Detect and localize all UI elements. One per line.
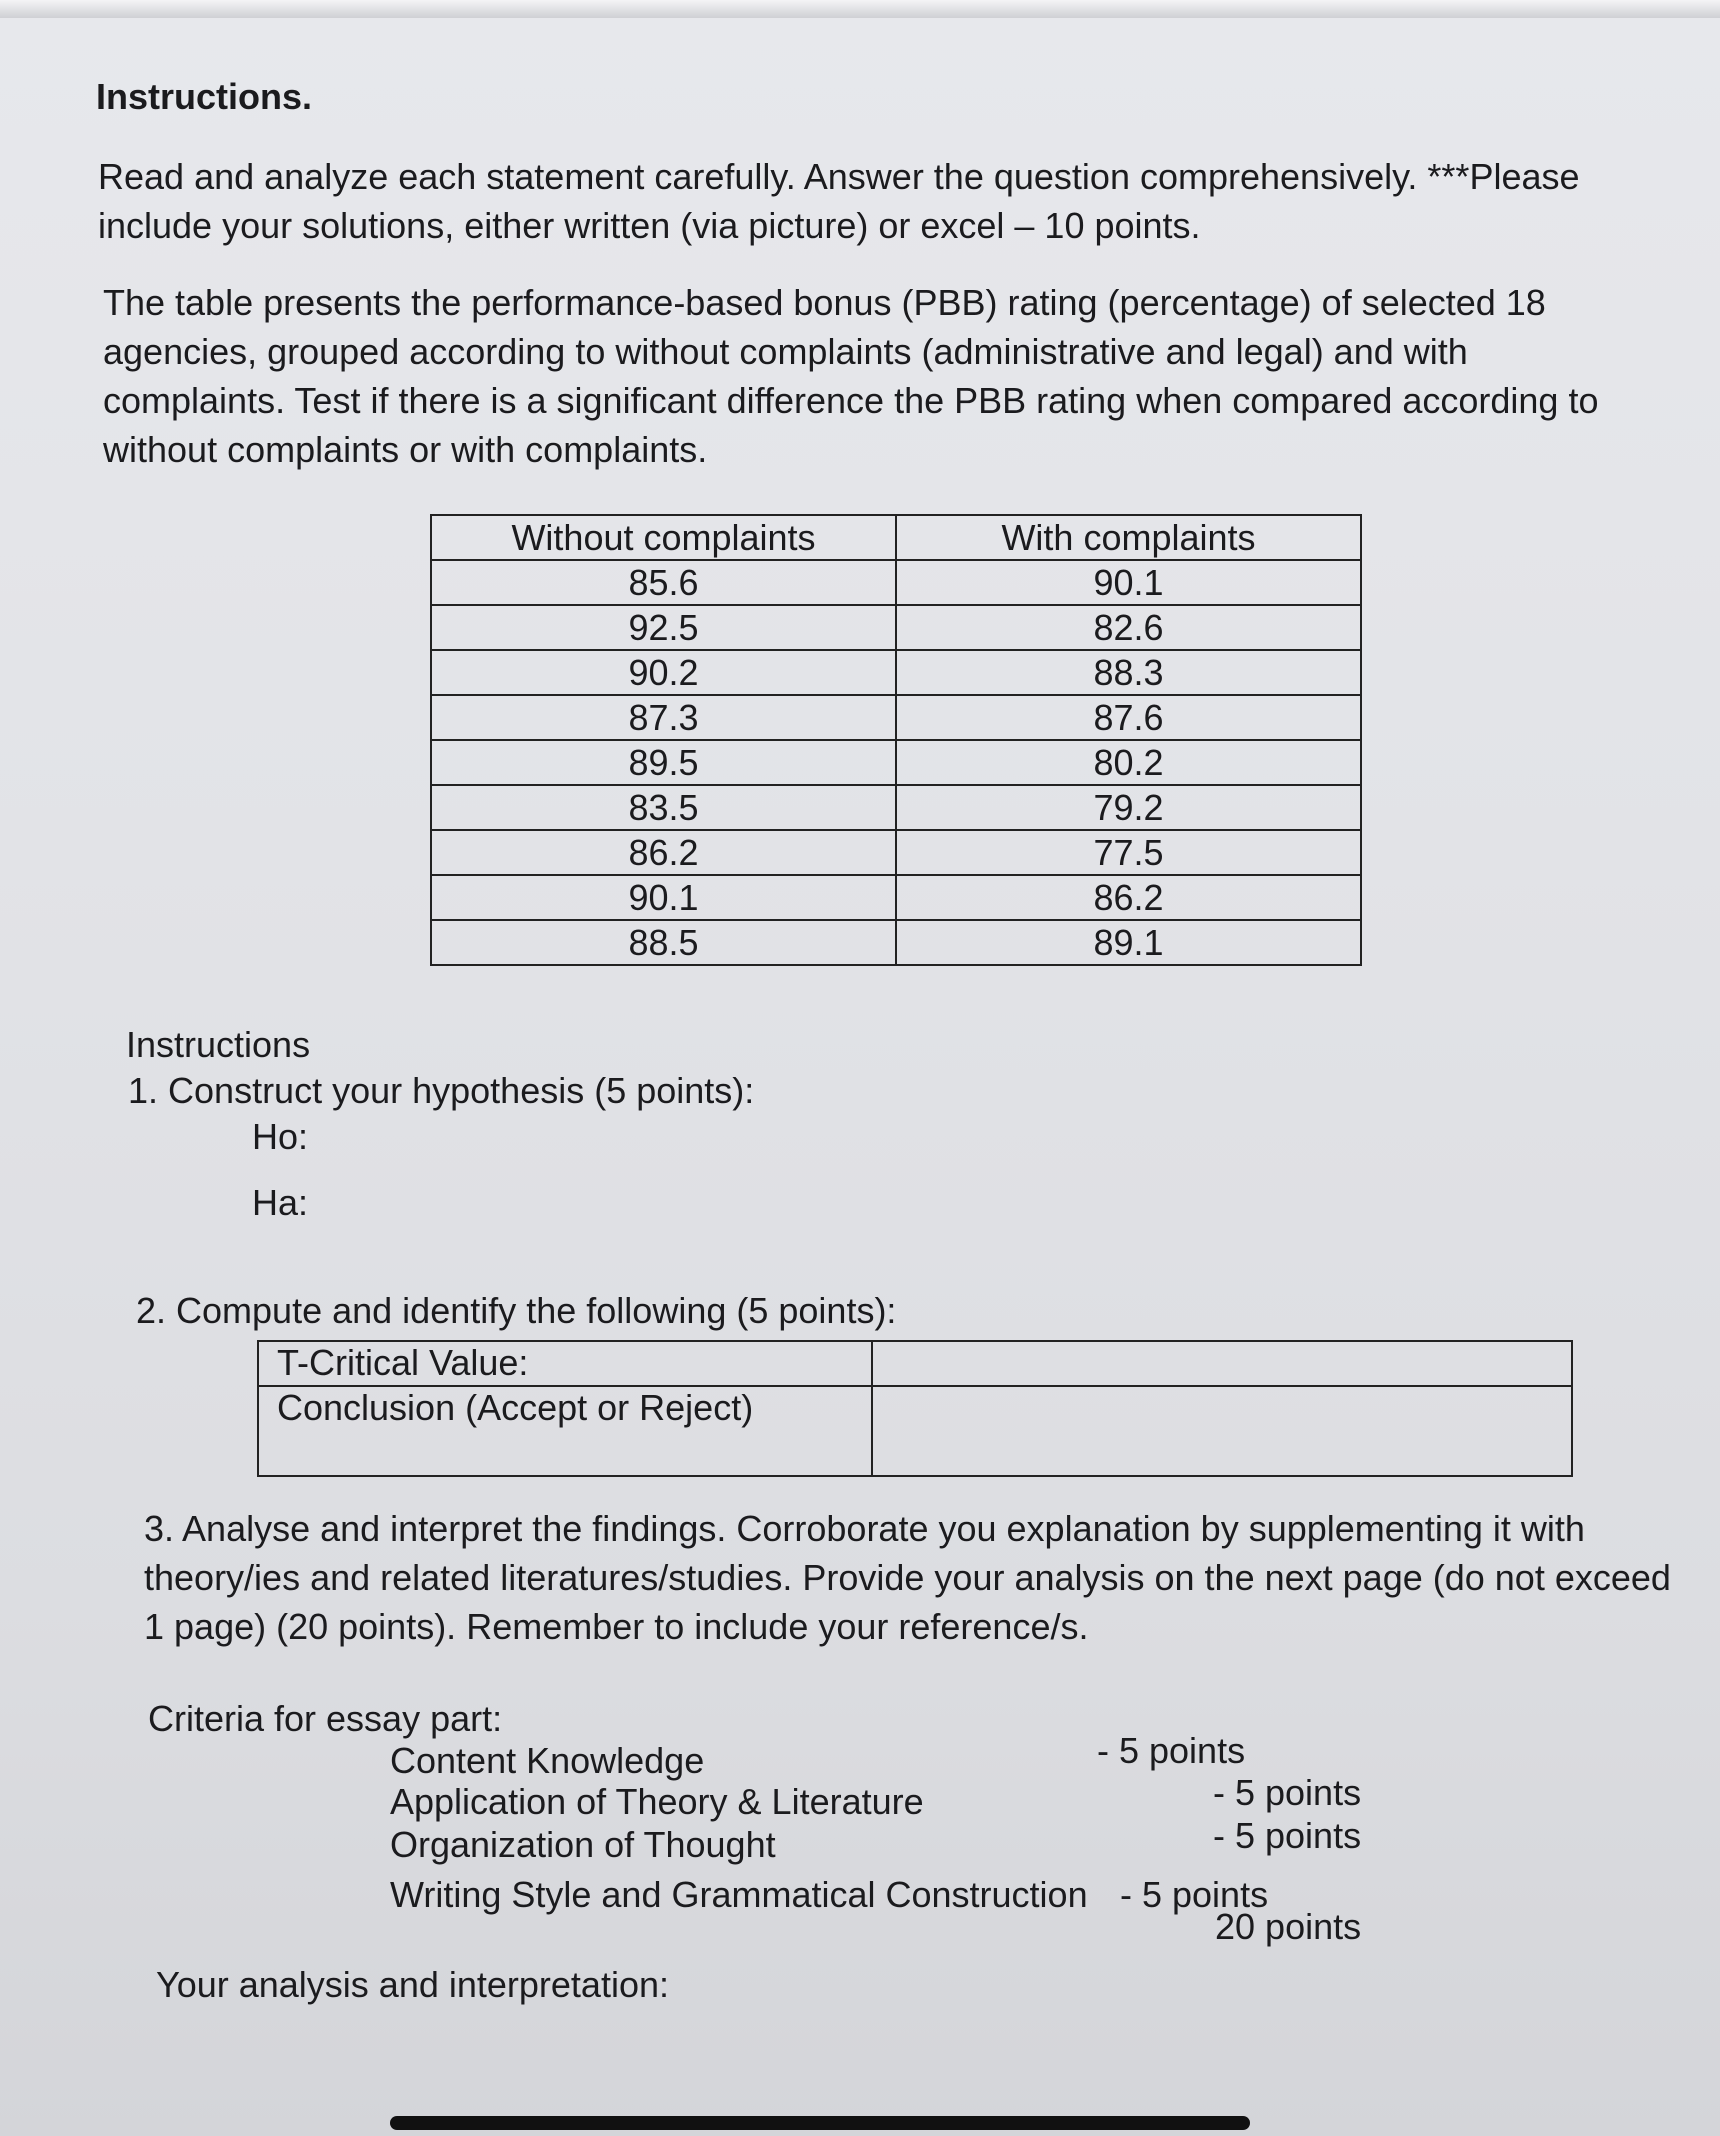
question-1: 1. Construct your hypothesis (5 points): <box>128 1070 755 1111</box>
intro-paragraph-1 <box>98 152 1580 250</box>
criteria-item-writing-style: Writing Style and Grammatical Construction <box>390 1874 1088 1915</box>
conclusion-label: Conclusion (Accept or Reject) <box>258 1386 872 1476</box>
criteria-points: - 5 points <box>1213 1815 1362 1856</box>
cell-with: 86.2 <box>896 875 1361 920</box>
question-3 <box>144 1504 1671 1651</box>
table-row <box>431 560 1361 605</box>
cell-with: 80.2 <box>896 740 1361 785</box>
table-row <box>431 830 1361 875</box>
table-row <box>431 785 1361 830</box>
intro-line: without complaints or with complaints. <box>103 429 708 470</box>
table-row <box>258 1341 1572 1386</box>
conclusion-answer-cell[interactable] <box>872 1386 1572 1476</box>
intro-line: agencies, grouped according to without complaints (administrative and legal) and with <box>103 331 1468 372</box>
cell-with: 82.6 <box>896 605 1361 650</box>
table-row <box>431 695 1361 740</box>
criteria-points: - 5 points <box>1120 1874 1269 1915</box>
cell-with: 87.6 <box>896 695 1361 740</box>
header-with-complaints: With complaints <box>896 515 1361 560</box>
criteria-points: - 5 points <box>1097 1730 1246 1771</box>
instructions-label: Instructions <box>126 1024 311 1065</box>
intro-line: include your solutions, either written (via picture) or excel – 10 points. <box>98 205 1201 246</box>
intro-line: Read and analyze each statement carefully. Answer the question comprehensively. ***Please <box>98 156 1580 197</box>
intro-paragraph-2 <box>103 278 1598 474</box>
cell-with: 77.5 <box>896 830 1361 875</box>
cell-with: 90.1 <box>896 560 1361 605</box>
cell-without: 90.2 <box>431 650 896 695</box>
cell-with: 79.2 <box>896 785 1361 830</box>
criteria-item-application: Application of Theory & Literature <box>390 1781 924 1822</box>
criteria-points: - 5 points <box>1213 1772 1362 1813</box>
t-critical-answer-cell[interactable] <box>872 1341 1572 1386</box>
table-row <box>431 740 1361 785</box>
cell-without: 89.5 <box>431 740 896 785</box>
null-hypothesis-label: Ho: <box>252 1116 309 1157</box>
cell-with: 88.3 <box>896 650 1361 695</box>
intro-line: complaints. Test if there is a significant difference the PBB rating when compared according to <box>103 380 1599 421</box>
table-row <box>431 920 1361 965</box>
table-row <box>431 605 1361 650</box>
compute-table <box>257 1340 1573 1477</box>
table-row <box>431 650 1361 695</box>
criteria-title: Criteria for essay part: <box>148 1698 503 1739</box>
header-without-complaints: Without complaints <box>431 515 896 560</box>
cell-without: 88.5 <box>431 920 896 965</box>
alternative-hypothesis-label: Ha: <box>252 1182 309 1223</box>
criteria-item-content-knowledge: Content Knowledge <box>390 1740 705 1781</box>
cell-without: 86.2 <box>431 830 896 875</box>
analysis-label: Your analysis and interpretation: <box>156 1964 669 2005</box>
t-critical-label: T-Critical Value: <box>258 1341 872 1386</box>
question-2: 2. Compute and identify the following (5 points): <box>136 1290 897 1331</box>
bottom-edge-bar <box>390 2116 1250 2130</box>
cell-without: 83.5 <box>431 785 896 830</box>
question-3-line: 1 page) (20 points). Remember to include your reference/s. <box>144 1606 1089 1647</box>
question-3-line: 3. Analyse and interpret the findings. Corroborate you explanation by supplementing it with <box>144 1508 1585 1549</box>
pbb-rating-table <box>430 514 1362 966</box>
table-header-row <box>431 515 1361 560</box>
cell-without: 90.1 <box>431 875 896 920</box>
question-3-line: theory/ies and related literatures/studies. Provide your analysis on the next page (do not exceed <box>144 1557 1671 1598</box>
intro-line: The table presents the performance-based bonus (PBB) rating (percentage) of selected 18 <box>103 282 1546 323</box>
cell-with: 89.1 <box>896 920 1361 965</box>
top-edge <box>0 0 1720 18</box>
cell-without: 87.3 <box>431 695 896 740</box>
cell-without: 92.5 <box>431 605 896 650</box>
table-row <box>431 875 1361 920</box>
table-row <box>258 1386 1572 1476</box>
page-heading: Instructions. <box>96 76 313 117</box>
criteria-item-organization: Organization of Thought <box>390 1824 776 1865</box>
criteria-total: 20 points <box>1215 1906 1362 1947</box>
cell-without: 85.6 <box>431 560 896 605</box>
